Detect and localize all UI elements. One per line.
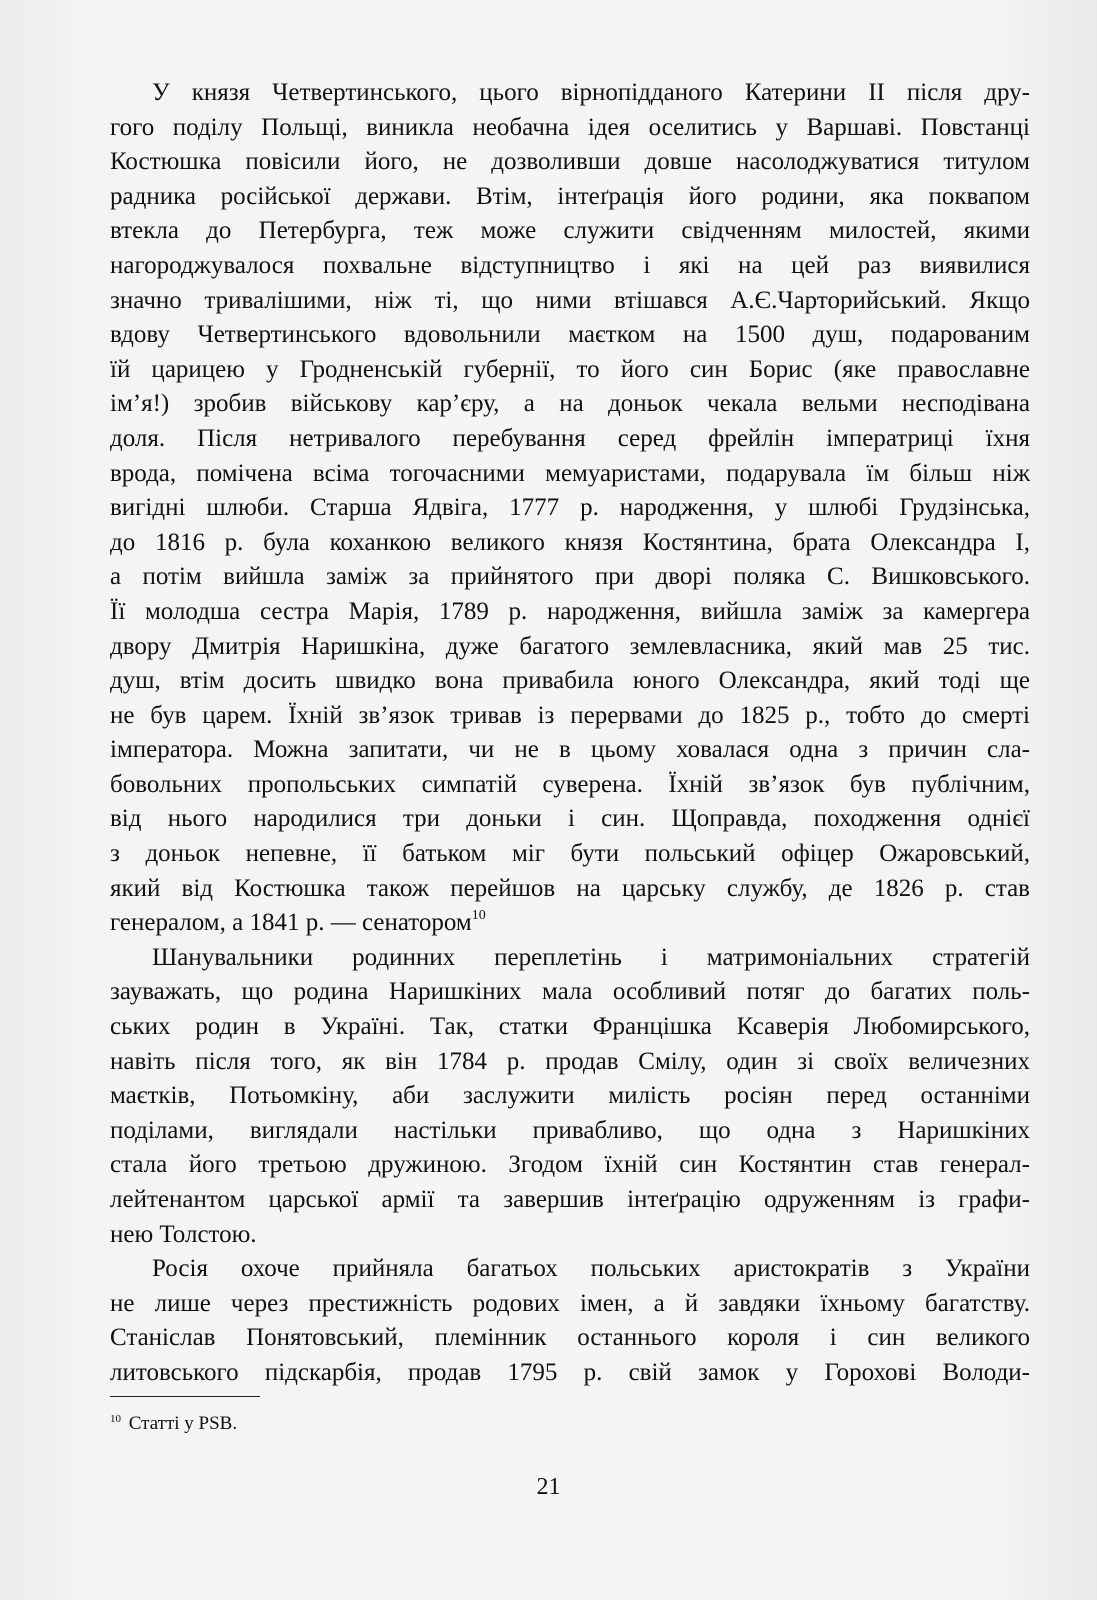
- text-line: [110, 145, 1030, 180]
- text-line-content: двору Дмитрія Наришкіна, дуже багатого землевласника, який мав 25 тис.: [110, 632, 1030, 660]
- text-line-content: навіть після того, як він 1784 р. продав Смілу, один зі своїх величезних: [110, 1047, 1030, 1075]
- text-line: [110, 249, 1030, 284]
- text-line-content: а потім вийшла заміж за прийнятого при дворі поляка С. Вишковського.: [110, 563, 1030, 591]
- text-line: [110, 802, 1030, 837]
- text-line-content: з доньок непевне, її батьком міг бути польський офіцер Ожаровський,: [110, 840, 1030, 868]
- text-line-content: генералом, а 1841 р. — сенатором: [110, 909, 472, 937]
- text-line: [110, 1321, 1030, 1356]
- text-line-content: Її молодша сестра Марія, 1789 р. народження, вийшла заміж за камергера: [110, 597, 1030, 625]
- text-line: [110, 595, 1030, 630]
- text-line: [110, 768, 1030, 803]
- text-line-content: їй царицею у Гродненській губернії, то його син Борис (яке православне: [110, 355, 1030, 383]
- text-line-content: доля. Після нетривалого перебування серед фрейлін імператриці їхня: [110, 424, 1030, 452]
- text-line: [110, 526, 1030, 561]
- text-line-content: бовольних пропольських симпатій суверена. Їхній зв’язок був публічним,: [110, 770, 1030, 798]
- page-number: 21: [536, 1474, 561, 1500]
- text-line: [110, 76, 1030, 111]
- text-line: [110, 318, 1030, 353]
- text-line: [110, 1148, 1030, 1183]
- text-line: [110, 699, 1030, 734]
- text-line: [110, 284, 1030, 319]
- text-line-content: Росія охоче прийняла багатьох польських аристократів з України: [152, 1255, 1030, 1283]
- text-line: [110, 975, 1030, 1010]
- text-line-content: зауважать, що родина Наришкіних мала особливий потяг до багатих поль-: [110, 978, 1030, 1006]
- text-line-content: нею Толстою.: [110, 1220, 257, 1248]
- text-line-content: значно тривалішими, ніж ті, що ними втішався А.Є.Чарторийський. Якщо: [110, 286, 1030, 314]
- text-line-content: Станіслав Понятовський, племінник останнього короля і син великого: [110, 1324, 1030, 1352]
- text-line-content: втекла до Петербурга, теж може служити свідченням милостей, якими: [110, 217, 1030, 245]
- text-line: [110, 457, 1030, 492]
- text-line: [110, 353, 1030, 388]
- text-line-content: лейтенантом царської армії та завершив інтеґрацію одруженням із графи-: [110, 1186, 1030, 1213]
- text-line: [110, 1114, 1030, 1149]
- text-line-content: який від Костюшка також перейшов на царську службу, де 1826 р. став: [110, 874, 1030, 902]
- text-line-content: радника російської держави. Втім, інтеґрація його родини, яка поквапом: [110, 182, 1030, 210]
- text-line-content: імператора. Можна запитати, чи не в цьому ховалася одна з причин сла-: [110, 736, 1030, 764]
- text-line: [110, 422, 1030, 457]
- text-line-content: не лише через престижність родових імен, а й завдяки їхньому багатству.: [110, 1289, 1030, 1317]
- text-line: [110, 1287, 1030, 1322]
- footnote: [110, 1412, 237, 1438]
- text-line: [110, 630, 1030, 665]
- text-line: [110, 111, 1030, 146]
- text-line: [110, 664, 1030, 699]
- text-line: [110, 214, 1030, 249]
- footnote-mark: 10: [110, 1413, 121, 1425]
- text-line-content: У князя Четвертинського, цього вірнопідданого Катерини ІІ після дру-: [152, 79, 1030, 106]
- text-line: [110, 1356, 1030, 1391]
- text-line-content: не був царем. Їхній зв’язок тривав із перервами до 1825 р., тобто до смерті: [110, 701, 1030, 729]
- text-line: [110, 1218, 1030, 1253]
- text-line: [110, 733, 1030, 768]
- text-line: [110, 1252, 1030, 1287]
- text-line-content: стала його третьою дружиною. Згодом їхній син Костянтин став генерал-: [110, 1151, 1030, 1179]
- text-line: [110, 1045, 1030, 1080]
- text-line-content: Шанувальники родинних переплетінь і матримоніальних стратегій: [152, 943, 1030, 971]
- text-line-content: врода, помічена всіма тогочасними мемуаристами, подарувала їм більш ніж: [110, 459, 1030, 487]
- text-line-content: вдову Четвертинського вдовольнили маєтком на 1500 душ, подарованим: [110, 321, 1030, 349]
- text-line-content: гого поділу Польщі, виникла необачна ідея оселитись у Варшаві. Повстанці: [110, 113, 1030, 141]
- text-line: [110, 1010, 1030, 1045]
- text-line-content: поділами, виглядали настільки привабливо, що одна з Наришкіних: [110, 1116, 1030, 1144]
- text-line: [110, 560, 1030, 595]
- text-line: [110, 906, 1030, 941]
- footnote-separator: [110, 1396, 260, 1397]
- text-line-content: нагороджувалося похвальне відступництво і які на цей раз виявилися: [110, 251, 1030, 279]
- text-line-content: вигідні шлюби. Старша Ядвіга, 1777 р. народження, у шлюбі Грудзінська,: [110, 494, 1030, 522]
- text-line-content: Костюшка повісили його, не дозволивши довше насолоджуватися титулом: [110, 148, 1030, 176]
- text-line-content: від нього народилися три доньки і син. Щоправда, походження однієї: [110, 805, 1030, 833]
- text-line: [110, 837, 1030, 872]
- body-text: [110, 76, 1030, 1391]
- text-line: [110, 1183, 1030, 1218]
- text-line: [110, 1079, 1030, 1114]
- text-line: [110, 387, 1030, 422]
- text-line: [110, 491, 1030, 526]
- footnote-text: Статті у PSB.: [128, 1413, 238, 1434]
- text-line-content: литовського підскарбія, продав 1795 р. свій замок у Горохові Володи-: [110, 1358, 1030, 1386]
- text-line-content: до 1816 р. була коханкою великого князя Костянтина, брата Олександра I,: [110, 528, 1030, 556]
- footnote-reference: 10: [471, 907, 486, 923]
- text-line: [110, 941, 1030, 976]
- text-line: [110, 872, 1030, 907]
- text-line-content: маєтків, Потьомкіну, аби заслужити милість росіян перед останніми: [110, 1082, 1030, 1110]
- text-line-content: душ, втім досить швидко вона привабила юного Олександра, який тоді ще: [110, 667, 1030, 695]
- text-line-content: ім’я!) зробив військову кар’єру, а на доньок чекала вельми несподівана: [110, 390, 1030, 418]
- text-line: [110, 180, 1030, 215]
- text-line-content: ських родин в Україні. Так, статки Францішка Ксаверія Любомирського,: [110, 1013, 1030, 1041]
